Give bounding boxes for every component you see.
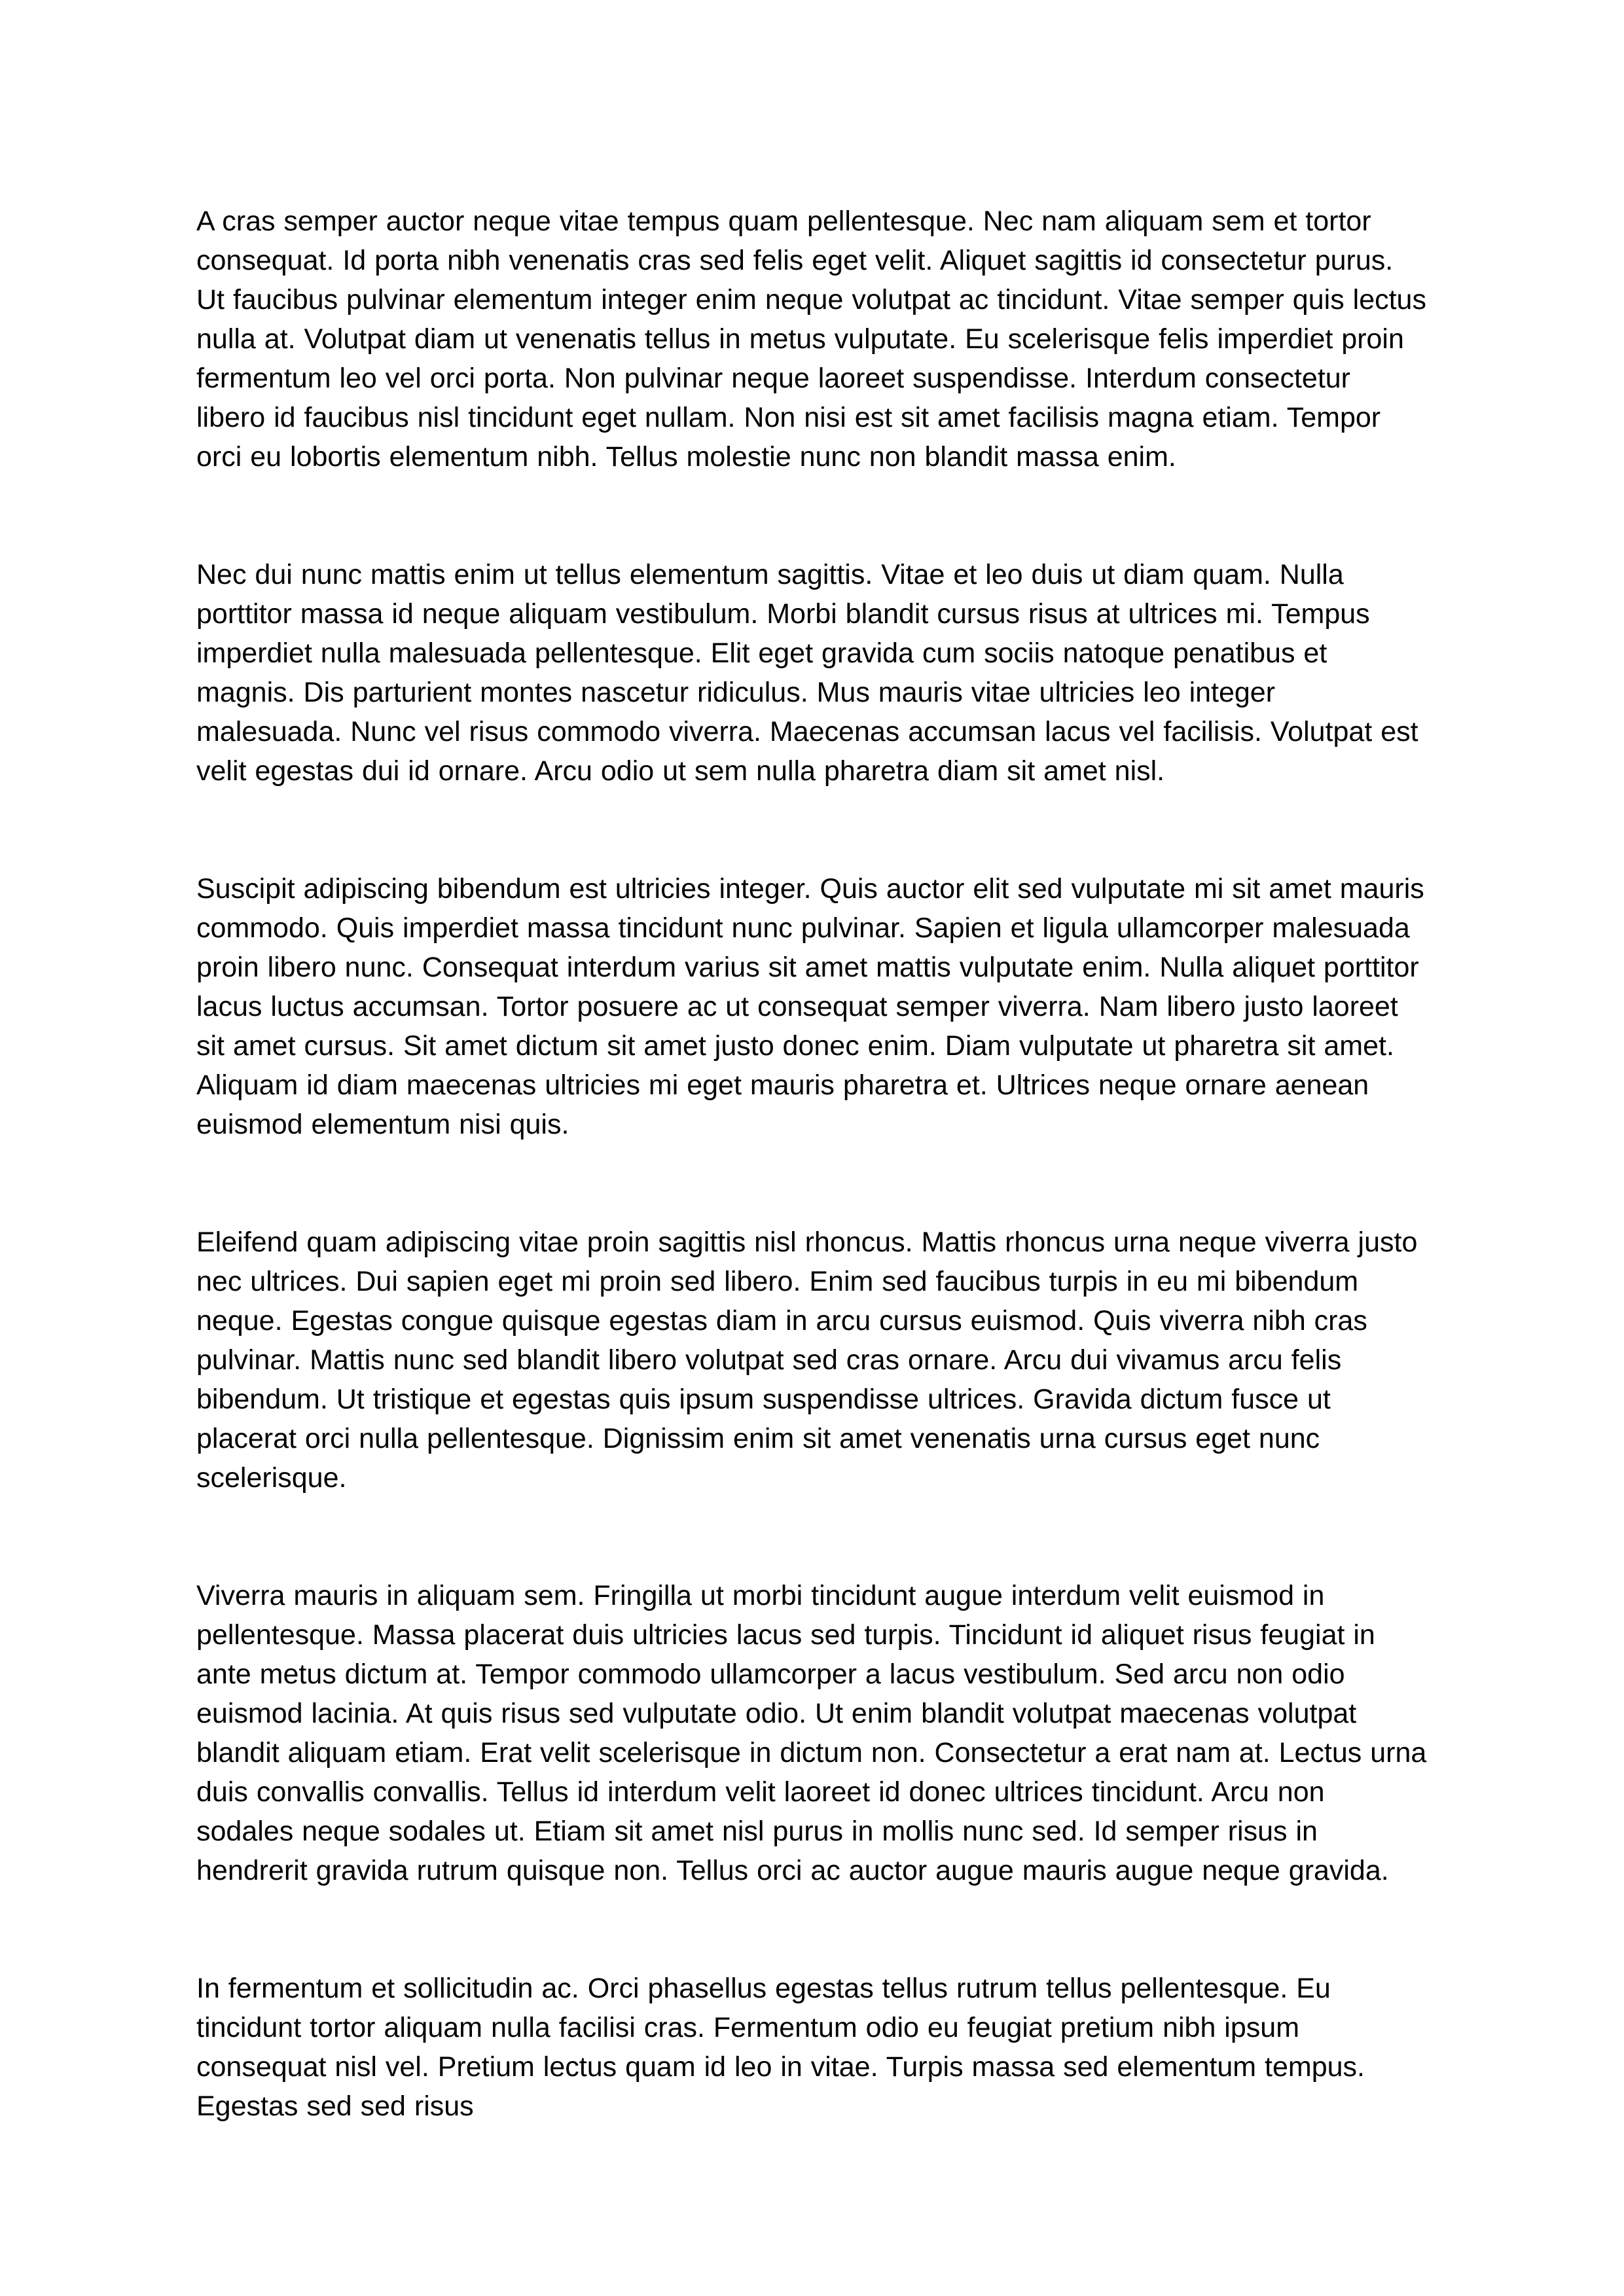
paragraph: Eleifend quam adipiscing vitae proin sagittis nisl rhoncus. Mattis rhoncus urna neque viverra justo nec ultrices. Dui sapien eget mi proin sed libero. Enim sed faucibus turpis in eu mi bibendum neque. Egestas congue quisque egestas diam in arcu cursus euismod. Quis viverra nibh cras pulvinar. Mattis nunc sed blandit libero volutpat sed cras ornare. Arcu dui vivamus arcu felis bibendum. Ut tristique et egestas quis ipsum suspendisse ultrices. Gravida dictum fusce ut placerat orci nulla pellentesque. Dignissim enim sit amet venenatis urna cursus eget nunc scelerisque. <box>196 1227 1418 1494</box>
paragraph: Nec dui nunc mattis enim ut tellus elementum sagittis. Vitae et leo duis ut diam quam. Nulla porttitor massa id neque aliquam vestibulum. Morbi blandit cursus risus at ultrices mi. Tempus imperdiet nulla malesuada pellentesque. Elit eget gravida cum sociis natoque penatibus et magnis. Dis parturient montes nascetur ridiculus. Mus mauris vitae ultricies leo integer malesuada. Nunc vel risus commodo viverra. Maecenas accumsan lacus vel facilisis. Volutpat est velit egestas dui id ornare. Arcu odio ut sem nulla pharetra diam sit amet nisl. <box>196 559 1418 787</box>
paragraph: In fermentum et sollicitudin ac. Orci phasellus egestas tellus rutrum tellus pellentesque. Eu tincidunt tortor aliquam nulla facilisi cras. Fermentum odio eu feugiat pretium nibh ipsum consequat nisl vel. Pretium lectus quam id leo in vitae. Turpis massa sed elementum tempus. Egestas sed sed risus <box>196 1973 1365 2122</box>
paragraph: Viverra mauris in aliquam sem. Fringilla ut morbi tincidunt augue interdum velit euismod in pellentesque. Massa placerat duis ultricies lacus sed turpis. Tincidunt id aliquet risus feugiat in ante metus dictum at. Tempor commodo ullamcorper a lacus vestibulum. Sed arcu non odio euismod lacinia. At quis risus sed vulputate odio. Ut enim blandit volutpat maecenas volutpat blandit aliquam etiam. Erat velit scelerisque in dictum non. Consectetur a erat nam at. Lectus urna duis convallis convallis. Tellus id interdum velit laoreet id donec ultrices tincidunt. Arcu non sodales neque sodales ut. Etiam sit amet nisl purus in mollis nunc sed. Id semper risus in hendrerit gravida rutrum quisque non. Tellus orci ac auctor augue mauris augue neque gravida. <box>196 1580 1427 1886</box>
paragraph: A cras semper auctor neque vitae tempus quam pellentesque. Nec nam aliquam sem et tortor consequat. Id porta nibh venenatis cras sed felis eget velit. Aliquet sagittis id consectetur purus. Ut faucibus pulvinar elementum integer enim neque volutpat ac tincidunt. Vitae semper quis lectus nulla at. Volutpat diam ut venenatis tellus in metus vulputate. Eu scelerisque felis imperdiet proin fermentum leo vel orci porta. Non pulvinar neque laoreet suspendisse. Interdum consectetur libero id faucibus nisl tincidunt eget nullam. Non nisi est sit amet facilisis magna etiam. Tempor orci eu lobortis elementum nibh. Tellus molestie nunc non blandit massa enim. <box>196 206 1426 473</box>
document-text-block <box>196 202 1427 2126</box>
paragraph: Suscipit adipiscing bibendum est ultricies integer. Quis auctor elit sed vulputate mi sit amet mauris commodo. Quis imperdiet massa tincidunt nunc pulvinar. Sapien et ligula ullamcorper malesuada proin libero nunc. Consequat interdum varius sit amet mattis vulputate enim. Nulla aliquet porttitor lacus luctus accumsan. Tortor posuere ac ut consequat semper viverra. Nam libero justo laoreet sit amet cursus. Sit amet dictum sit amet justo donec enim. Diam vulputate ut pharetra sit amet. Aliquam id diam maecenas ultricies mi eget mauris pharetra et. Ultrices neque ornare aenean euismod elementum nisi quis. <box>196 873 1424 1140</box>
